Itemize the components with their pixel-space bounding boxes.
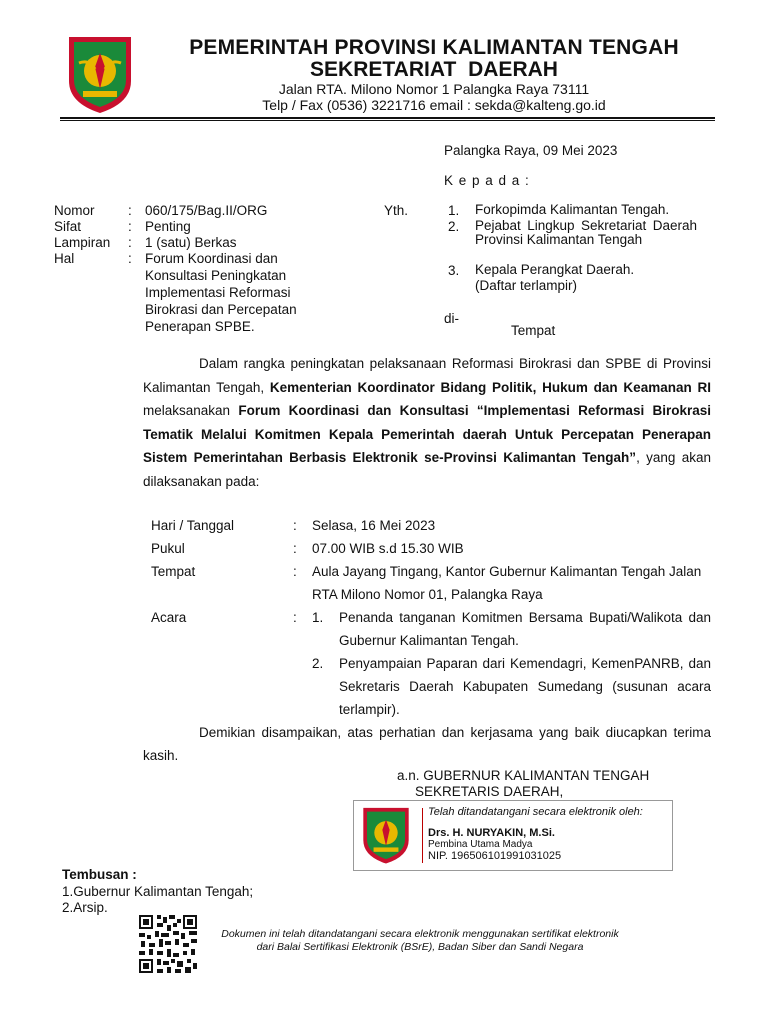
- body-text: Dalam rangka peningkatan pelaksanaan Reformasi Birokrasi dan SPBE di Provinsi Kalimantan Tengah,: [143, 356, 711, 395]
- recipient-number: 1.: [448, 203, 460, 218]
- colon: :: [293, 518, 297, 533]
- kepada-label: K e p a d a :: [444, 173, 530, 188]
- recipient-note: (Daftar terlampir): [475, 278, 578, 293]
- letterhead-rule-thin: [60, 120, 715, 121]
- letterhead-office: SEKRETARIAT DAERAH: [310, 58, 558, 81]
- signer-name: Drs. H. NURYAKIN, M.Si.: [428, 827, 555, 839]
- qr-code-icon: [137, 913, 199, 975]
- recipient-item: Kepala Perangkat Daerah.: [475, 262, 635, 277]
- recipient-number: 2.: [448, 219, 460, 234]
- signature-on-behalf: a.n. GUBERNUR KALIMANTAN TENGAH: [397, 768, 650, 783]
- body-bold-forum: Forum Koordinasi dan Konsultasi “Implementasi Reformasi Birokrasi Tematik Melalui Komitmen Kepala Pemerintah daerah Untuk Percepatan Penerapan Sistem Pemerintahan Berbasis Elektronik se-Provinsi Kalimantan Tengah”: [143, 403, 711, 466]
- signature-divider: [422, 808, 423, 863]
- letterhead-rule-thick: [60, 117, 715, 119]
- acara-item: Penanda tanganan Komitmen Bersama Bupati/Walikota dan Gubernur Kalimantan Tengah.: [339, 610, 711, 648]
- lampiran-label: Lampiran: [54, 235, 111, 250]
- yth-label: Yth.: [384, 203, 409, 218]
- nomor-label: Nomor: [54, 203, 95, 218]
- footer-line: dari Balai Sertifikasi Elektronik (BSrE), Badan Siber dan Sandi Negara: [256, 941, 584, 953]
- hal-label: Hal: [54, 251, 75, 266]
- recipient-item: Forkopimda Kalimantan Tengah.: [475, 202, 670, 217]
- colon: :: [128, 219, 132, 234]
- colon: :: [293, 564, 297, 579]
- hari-label: Hari / Tanggal: [151, 518, 235, 533]
- footer-note: [210, 928, 630, 954]
- acara-item: Penyampaian Paparan dari Kemendagri, KemenPANRB, dan Sekretaris Daerah Kabupaten Sumedang (susunan acara terlampir).: [339, 656, 711, 717]
- footer-line: Dokumen ini telah ditandatangani secara elektronik menggunakan sertifikat elektronik: [221, 928, 619, 940]
- closing-paragraph: Demikian disampaikan, atas perhatian dan kerjasama yang baik diucapkan terima kasih.: [143, 725, 711, 763]
- sifat-label: Sifat: [54, 219, 82, 234]
- sifat-value: Penting: [145, 219, 191, 234]
- di-label: di-: [444, 311, 460, 326]
- tempat-label: Tempat: [511, 323, 556, 338]
- tembusan-item: 1.Gubernur Kalimantan Tengah;: [62, 884, 254, 899]
- colon: :: [128, 251, 132, 266]
- body-bold-ministry: Kementerian Koordinator Bidang Politik, Hukum dan Keamanan RI: [269, 379, 712, 395]
- letterhead-government: PEMERINTAH PROVINSI KALIMANTAN TENGAH: [189, 36, 679, 59]
- signer-nip: NIP. 196506101991031025: [428, 850, 562, 862]
- signer-rank: Pembina Utama Madya: [428, 839, 533, 850]
- letterhead-address: Jalan RTA. Milono Nomor 1 Palangka Raya 73111: [278, 81, 590, 97]
- colon: :: [293, 610, 297, 625]
- recipient-number: 3.: [448, 263, 460, 278]
- signed-electronically-note: Telah ditandatangani secara elektronik oleh:: [428, 806, 643, 818]
- colon: :: [128, 203, 132, 218]
- body-text: , yang akan dilaksanakan pada:: [143, 450, 711, 489]
- pukul-label: Pukul: [151, 541, 185, 556]
- acara-label: Acara: [151, 610, 187, 625]
- tempat-detail-label: Tempat: [151, 564, 196, 579]
- signature-title: SEKRETARIS DAERAH,: [415, 784, 564, 799]
- colon: :: [293, 541, 297, 556]
- tembusan-title: Tembusan :: [62, 867, 137, 882]
- nomor-value: 060/175/Bag.II/ORG: [145, 203, 268, 218]
- recipient-item: Pejabat Lingkup Sekretariat Daerah Provinsi Kalimantan Tengah: [475, 218, 697, 247]
- body-text: melaksanakan: [143, 403, 239, 419]
- tempat-detail-value: Aula Jayang Tingang, Kantor Gubernur Kalimantan Tengah Jalan RTA Milono Nomor 01, Palangka Raya: [312, 564, 702, 602]
- acara-number: 2.: [312, 656, 324, 671]
- hal-value: Forum Koordinasi dan Konsultasi Peningkatan Implementasi Reformasi Birokrasi dan Percepatan Penerapan SPBE.: [145, 251, 297, 334]
- lampiran-value: 1 (satu) Berkas: [145, 235, 237, 250]
- colon: :: [128, 235, 132, 250]
- place-date: Palangka Raya, 09 Mei 2023: [444, 143, 618, 158]
- body-paragraph: [143, 352, 711, 494]
- signature-crest-logo: [360, 805, 412, 865]
- hari-value: Selasa, 16 Mei 2023: [312, 518, 436, 533]
- acara-number: 1.: [312, 610, 324, 625]
- letterhead-contact: Telp / Fax (0536) 3221716 email : sekda@kalteng.go.id: [262, 97, 606, 113]
- pukul-value: 07.00 WIB s.d 15.30 WIB: [312, 541, 464, 556]
- tembusan-item: 2.Arsip.: [62, 900, 108, 915]
